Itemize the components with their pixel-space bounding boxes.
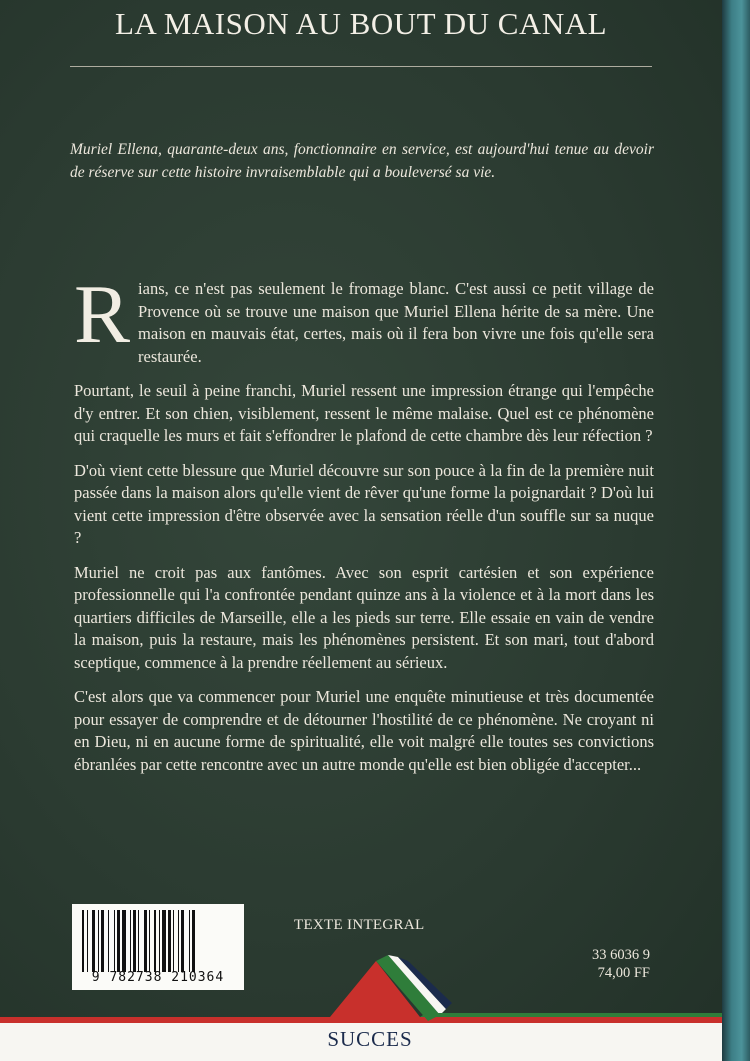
synopsis-paragraph-2: Pourtant, le seuil à peine franchi, Muriel ressent une impression étrange qui l'empêche d'y entrer. Et son chien, visiblement, ressent le même malaise. Quel est ce phénomène qui craquelle les murs et fait s'effondrer le plafond de cette chambre dès leur réfection ? [74, 381, 654, 445]
reference-code: 33 6036 9 [592, 947, 650, 963]
synopsis-paragraph-4: Muriel ne croit pas aux fantômes. Avec son esprit cartésien et son expérience professionnelle qui l'a confrontée pendant quinze ans à la violence et à la mort dans les quartiers difficiles de Marseille, elle a les pieds sur terre. Elle essaie en vain de vendre la maison, puis la restaure, mais les phénomènes persistent. Et son mari, tout d'abord sceptique, commence à la prendre réellement au sérieux. [74, 562, 654, 672]
intro-text: Muriel Ellena, quarante-deux ans, fonctionnaire en service, est aujourd'hui tenue au devoir de réserve sur cette histoire invraisemblable qui a bouleversé sa vie. [70, 141, 654, 181]
synopsis [74, 268, 654, 788]
barcode-number: 9 782738 210364 [91, 970, 225, 985]
synopsis-paragraph-5: C'est alors que va commencer pour Muriel une enquête minutieuse et très documentée pour essayer de comprendre et de détourner l'hostilité de ce phénomène. Ne croyant ni en Dieu, ni en aucune forme de spiritualité, elle voit malgré elle toutes ses convictions ébranlées par cette rencontre avec un autre monde qu'elle est bien obligée d'accepter... [74, 687, 654, 774]
page-edge [722, 0, 750, 1061]
publisher-name: SUCCES [327, 1027, 413, 1051]
logo-green-line [420, 1013, 722, 1017]
synopsis-paragraph-3: D'où vient cette blessure que Muriel découvre sur son pouce à la fin de la première nuit passée dans la maison alors qu'elle vient de rêver qu'une forme la poignardait ? D'où lui vient cette impression d'être observée avec la sensation réelle d'un souffle sur sa nuque ? [74, 460, 654, 547]
paragraph-text: ians, ce n'est pas seulement le fromage blanc. C'est aussi ce petit village de Provence où se trouve une maison que Muriel Ellena hérite de sa mère. Une maison en mauvais état, certes, mais où il fera bon vivre une fois qu'elle sera restaurée. [138, 279, 654, 366]
book-title: LA MAISON AU BOUT DU CANAL [114, 6, 608, 41]
drop-cap: R [74, 268, 131, 361]
title-divider [70, 66, 652, 67]
price: 74,00 FF [597, 965, 650, 981]
synopsis-paragraph-1 [74, 268, 654, 368]
texte-integral-label: TEXTE INTEGRAL [294, 917, 425, 933]
